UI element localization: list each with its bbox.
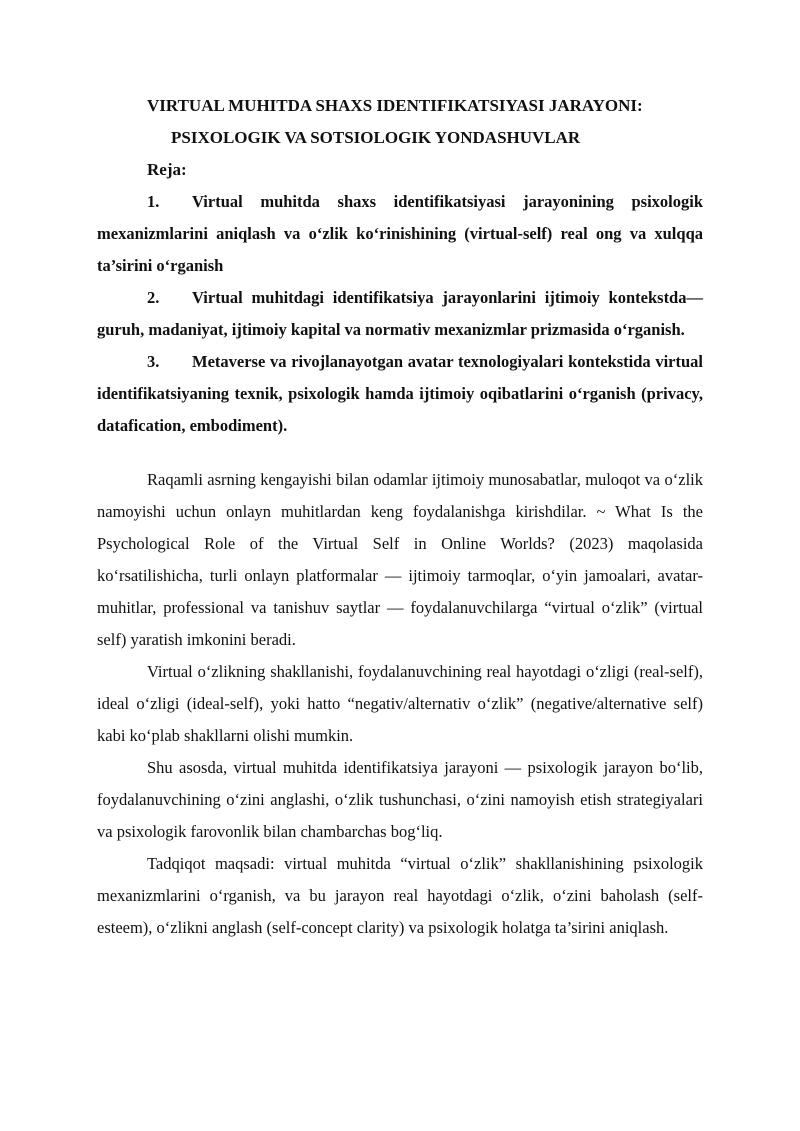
body-paragraph: Raqamli asrning kengayishi bilan odamlar ijtimoiy munosabatlar, muloqot va o‘zlik namoyishi uchun onlayn muhitlardan keng foydalanishga kirishdilar. ~ What Is the Psychological Role of the Virtual Self in Online Worlds? (2023) maqolasida ko‘rsatilishicha, turli onlayn platformalar — ijtimoiy tarmoqlar, o‘yin jamoalari, avatar-muhitlar, professional va tanishuv saytlar — foydalanuvchilarga “virtual o‘zlik” (virtual self) yaratish imkonini beradi. (97, 470, 703, 649)
plan-list (97, 186, 703, 442)
title-line-1: VIRTUAL MUHITDA SHAXS IDENTIFIKATSIYASI JARAYONI: (147, 96, 643, 115)
document-title (97, 90, 703, 154)
document-page (97, 90, 703, 944)
plan-item-text: Metaverse va rivojlanayotgan avatar texnologiyalari kontekstida virtual identifikatsiyaning texnik, psixologik hamda ijtimoiy oqibatlarini o‘rganish (privacy, datafication, embodiment). (97, 352, 703, 435)
plan-item (97, 346, 703, 442)
plan-item-text: Virtual muhitda shaxs identifikatsiyasi jarayonining psixologik mexanizmlarini aniqlash va o‘zlik ko‘rinishining (virtual-self) real ong va xulqqa ta’sirini o‘rganish (97, 192, 703, 275)
plan-item-number: 3. (147, 352, 160, 371)
plan-item-number: 1. (147, 192, 160, 211)
plan-item-text: Virtual muhitdagi identifikatsiya jarayonlarini ijtimoiy kontekstda—guruh, madaniyat, ijtimoiy kapital va normativ mexanizmlar prizmasida o‘rganish. (97, 288, 703, 339)
title-line-2: PSIXOLOGIK VA SOTSIOLOGIK YONDASHUVLAR (171, 128, 581, 147)
plan-item (97, 186, 703, 282)
plan-heading: Reja: (147, 160, 187, 179)
body-paragraph: Virtual o‘zlikning shakllanishi, foydalanuvchining real hayotdagi o‘zligi (real-self), ideal o‘zligi (ideal-self), yoki hatto “negativ/alternativ o‘zlik” (negative/alternative self) kabi ko‘plab shakllarni olishi mumkin. (97, 662, 703, 745)
body-paragraph: Shu asosda, virtual muhitda identifikatsiya jarayoni — psixologik jarayon bo‘lib, foydalanuvchining o‘zini anglashi, o‘zlik tushunchasi, o‘zini namoyish etish strategiyalari va psixologik farovonlik bilan chambarchas bog‘liq. (97, 758, 703, 841)
body-paragraph: Tadqiqot maqsadi: virtual muhitda “virtual o‘zlik” shakllanishining psixologik mexanizmlarini o‘rganish, va bu jarayon real hayotdagi o‘zlik, o‘zini baholash (self-esteem), o‘zlikni anglash (self-concept clarity) va psixologik holatga ta’sirini aniqlash. (97, 854, 703, 937)
plan-item (97, 282, 703, 346)
section-spacer (97, 442, 703, 464)
plan-item-number: 2. (147, 288, 160, 307)
